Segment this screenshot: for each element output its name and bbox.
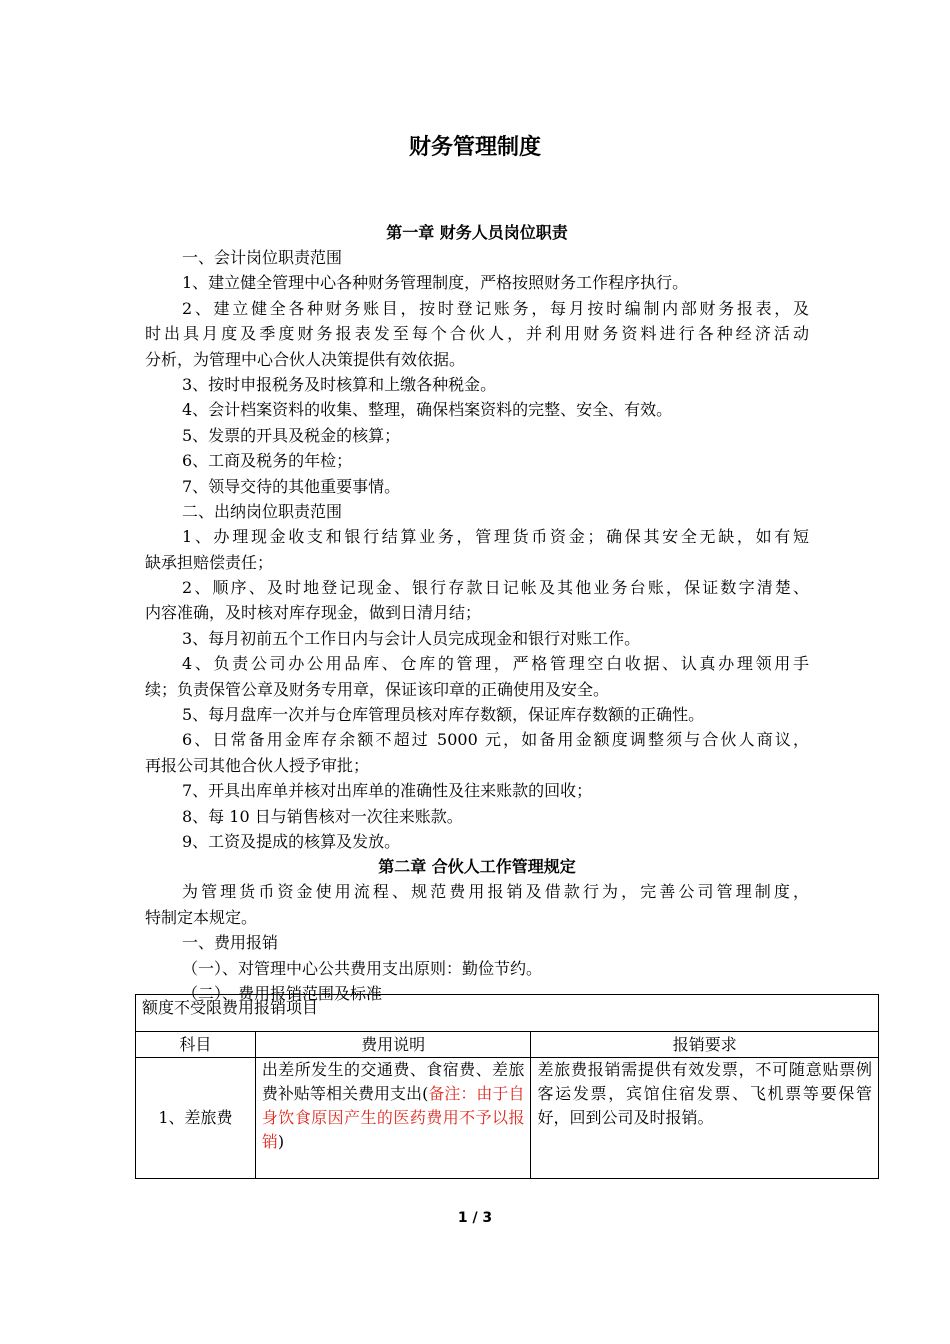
paragraph-line: 为管理货币资金使用流程、规范费用报销及借款行为，完善公司管理制度， (182, 882, 809, 902)
paragraph-line: 8、每 10 日与销售核对一次往来账款。 (182, 806, 463, 826)
paragraph-line: 5、发票的开具及税金的核算； (182, 425, 401, 445)
page-number: 1 / 3 (457, 1210, 493, 1226)
paragraph-line: 4、会计档案资料的收集、整理，确保档案资料的完整、安全、有效。 (182, 400, 673, 420)
paragraph-line: 7、领导交待的其他重要事情。 (182, 476, 401, 496)
paragraph-line: 3、按时申报税务及时核算和上缴各种税金。 (182, 374, 497, 394)
cell-requirement: 差旅费报销需提供有效发票，不可随意贴票例客运发票，宾馆住宿发票、飞机票等要保管好，回到公司及时报销。 (531, 1058, 879, 1179)
chapter-2-heading: 第二章 合伙人工作管理规定 (378, 857, 576, 877)
cell-description (255, 1058, 531, 1179)
description-close-paren: ) (277, 1132, 285, 1151)
paragraph-line: 1、建立健全管理中心各种财务管理制度，严格按照财务工作程序执行。 (182, 273, 689, 293)
paragraph-line: 4、负责公司办公用品库、仓库的管理，严格管理空白收据、认真办理领用手 (182, 654, 809, 674)
paragraph-line: 6、日常备用金库存余额不超过 5000 元，如备用金额度调整须与合伙人商议， (182, 730, 809, 750)
table-header-row (136, 1032, 879, 1058)
document-title: 财务管理制度 (408, 135, 541, 160)
paragraph-line: 内容准确，及时核对库存现金，做到日清月结； (145, 603, 482, 623)
paragraph-line: 3、每月初前五个工作日内与会计人员完成现金和银行对账工作。 (182, 628, 641, 648)
table-row (136, 1058, 879, 1179)
paragraph-line: （二）、费用报销范围及标准 (182, 983, 383, 1003)
column-header-description: 费用说明 (255, 1032, 531, 1058)
paragraph-line: 缺承担赔偿责任； (145, 552, 274, 572)
expense-table (135, 994, 879, 1179)
paragraph-line: 一、费用报销 (182, 933, 279, 953)
paragraph-line: （一）、对管理中心公共费用支出原则：勤俭节约。 (182, 958, 543, 978)
paragraph-line: 2、顺序、及时地登记现金、银行存款日记帐及其他业务台账，保证数字清楚、 (182, 578, 809, 598)
paragraph-line: 时出具月度及季度财务报表发至每个合伙人，并利用财务资料进行各种经济活动 (145, 324, 809, 344)
chapter-1-content (145, 245, 809, 854)
table-caption: 额度不受限费用报销项目 (136, 995, 879, 1032)
paragraph-line: 2、建立健全各种财务账目，按时登记账务，每月按时编制内部财务报表，及 (182, 298, 809, 318)
chapter-2-content (145, 879, 809, 1006)
description-text: 出差所发生的交通费、食宿费、差旅费补贴等相关费用支出( (261, 1060, 525, 1103)
paragraph-line: 分析，为管理中心合伙人决策提供有效依据。 (145, 349, 466, 369)
document-body (145, 220, 809, 1006)
column-header-requirement: 报销要求 (531, 1032, 879, 1058)
paragraph-line: 9、工资及提成的核算及发放。 (182, 831, 401, 851)
column-header-subject: 科目 (136, 1032, 256, 1058)
paragraph-line: 1、办理现金收支和银行结算业务，管理货币资金；确保其安全无缺，如有短 (182, 527, 809, 547)
paragraph-line: 二、出纳岗位职责范围 (182, 501, 343, 521)
cell-subject: 1、差旅费 (136, 1058, 256, 1179)
description-note: 备注：由于自身饮食原因产生的医药费用不予以报销 (261, 1084, 525, 1151)
paragraph-line: 5、每月盘库一次并与仓库管理员核对库存数额，保证库存数额的正确性。 (182, 705, 705, 725)
paragraph-line: 再报公司其他合伙人授予审批； (145, 755, 370, 775)
paragraph-line: 7、开具出库单并核对出库单的准确性及往来账款的回收； (182, 781, 593, 801)
chapter-1-heading: 第一章 财务人员岗位职责 (386, 223, 568, 242)
paragraph-line: 特制定本规定。 (145, 907, 258, 927)
paragraph-line: 一、会计岗位职责范围 (182, 248, 343, 267)
paragraph-line: 6、工商及税务的年检； (182, 451, 353, 471)
paragraph-line: 续；负责保管公章及财务专用章，保证该印章的正确使用及安全。 (145, 679, 610, 699)
